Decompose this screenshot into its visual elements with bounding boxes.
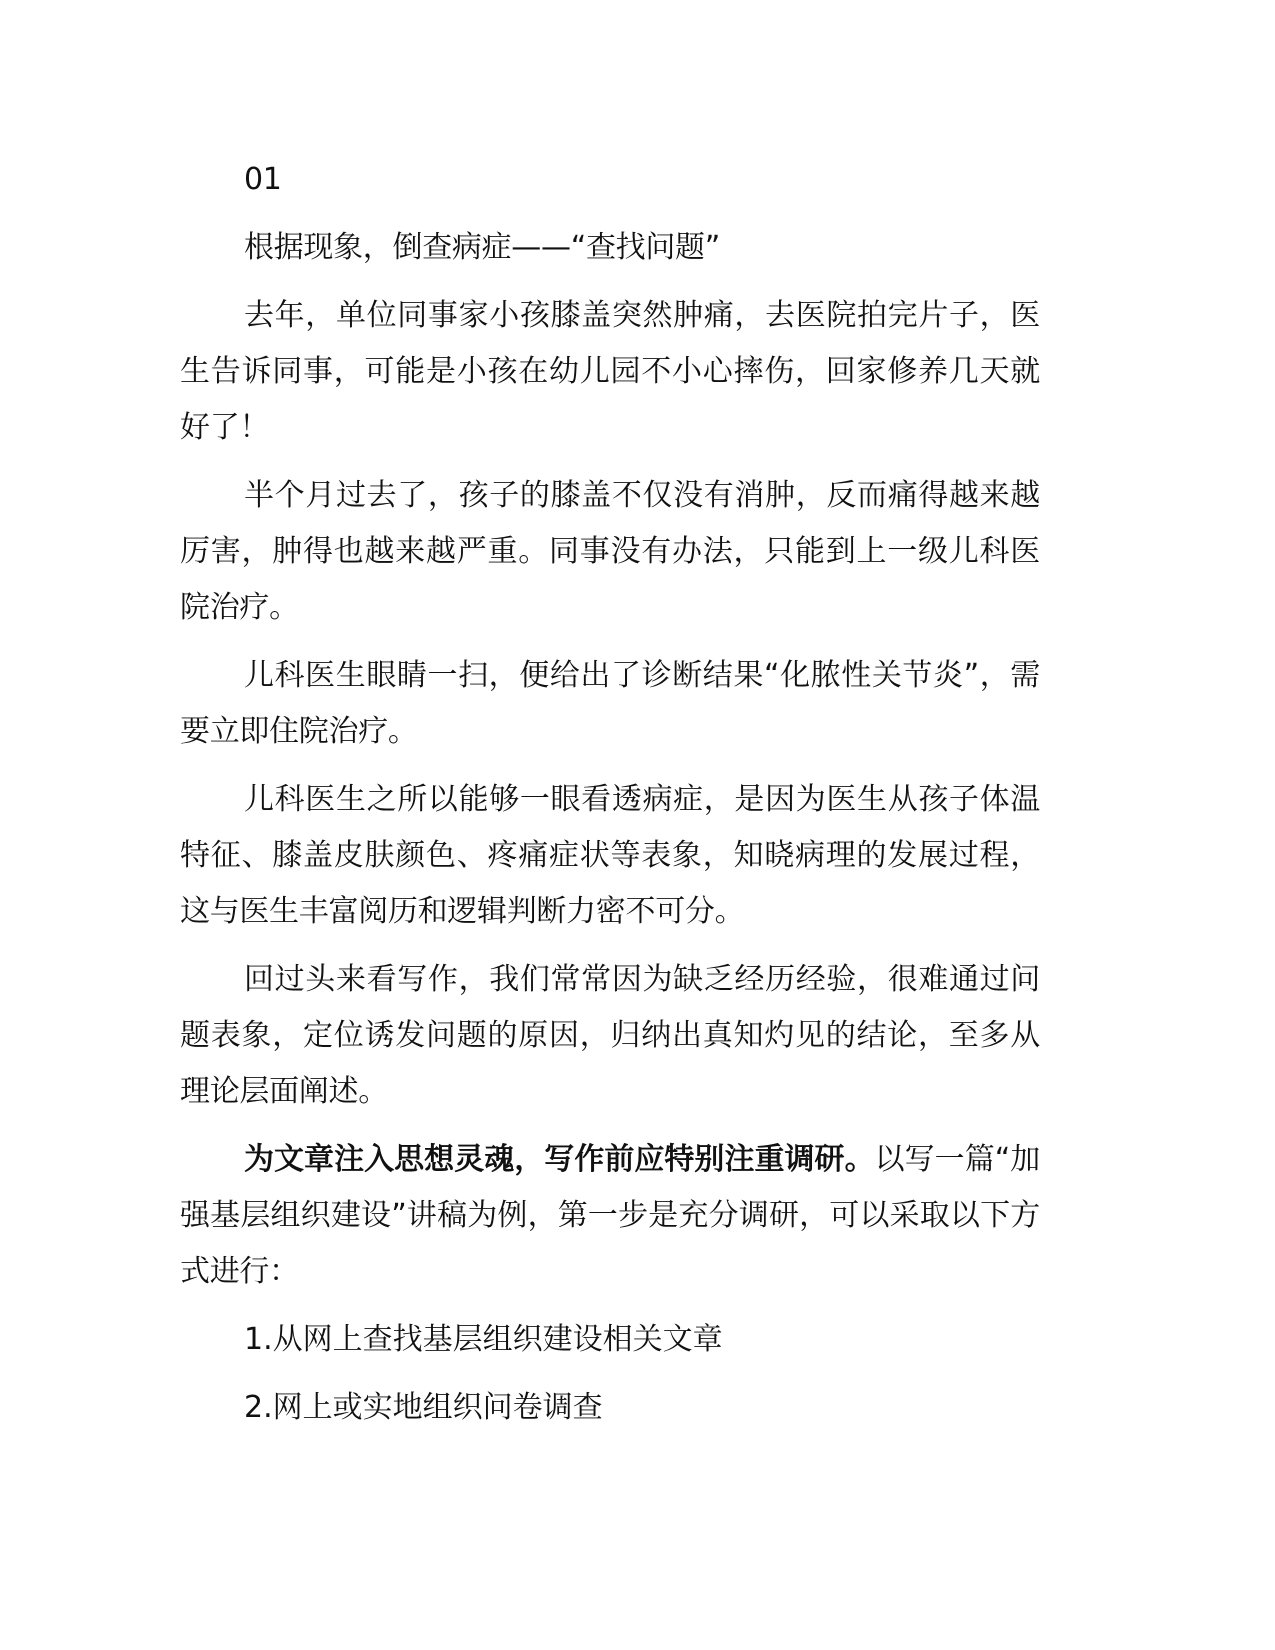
research-paragraph-rest: 以写一篇“加强基层组织建设”讲稿为例，第一步是充分调研，可以采取以下方式进行： xyxy=(180,1142,1040,1289)
research-paragraph-lead: 为文章注入思想灵魂，写作前应特别注重调研。 xyxy=(244,1142,875,1177)
paragraph-2: 半个月过去了，孩子的膝盖不仅没有消肿，反而痛得越来越厉害，肿得也越来越严重。同事没有办法，只能到上一级儿科医院治疗。 xyxy=(180,478,1040,625)
paragraph-1: 去年，单位同事家小孩膝盖突然肿痛，去医院拍完片子，医生告诉同事，可能是小孩在幼儿园不小心摔伤，回家修养几天就好了！ xyxy=(180,298,1040,445)
paragraph-5: 回过头来看写作，我们常常因为缺乏经历经验，很难通过问题表象，定位诱发问题的原因，归纳出真知灼见的结论，至多从理论层面阐述。 xyxy=(180,962,1040,1109)
list-item-1: 1.从网上查找基层组织建设相关文章 xyxy=(244,1322,723,1357)
paragraph-3: 儿科医生眼睛一扫，便给出了诊断结果“化脓性关节炎”，需要立即住院治疗。 xyxy=(180,658,1040,749)
paragraph-4: 儿科医生之所以能够一眼看透病症，是因为医生从孩子体温特征、膝盖皮肤颜色、疼痛症状等表象，知晓病理的发展过程，这与医生丰富阅历和逻辑判断力密不可分。 xyxy=(180,782,1040,929)
list-item-2: 2.网上或实地组织问卷调查 xyxy=(244,1390,603,1425)
section-heading: 根据现象，倒查病症——“查找问题” xyxy=(244,230,720,265)
section-number: 01 xyxy=(244,162,282,197)
research-paragraph xyxy=(180,1132,1040,1300)
document-body xyxy=(180,152,1040,1448)
